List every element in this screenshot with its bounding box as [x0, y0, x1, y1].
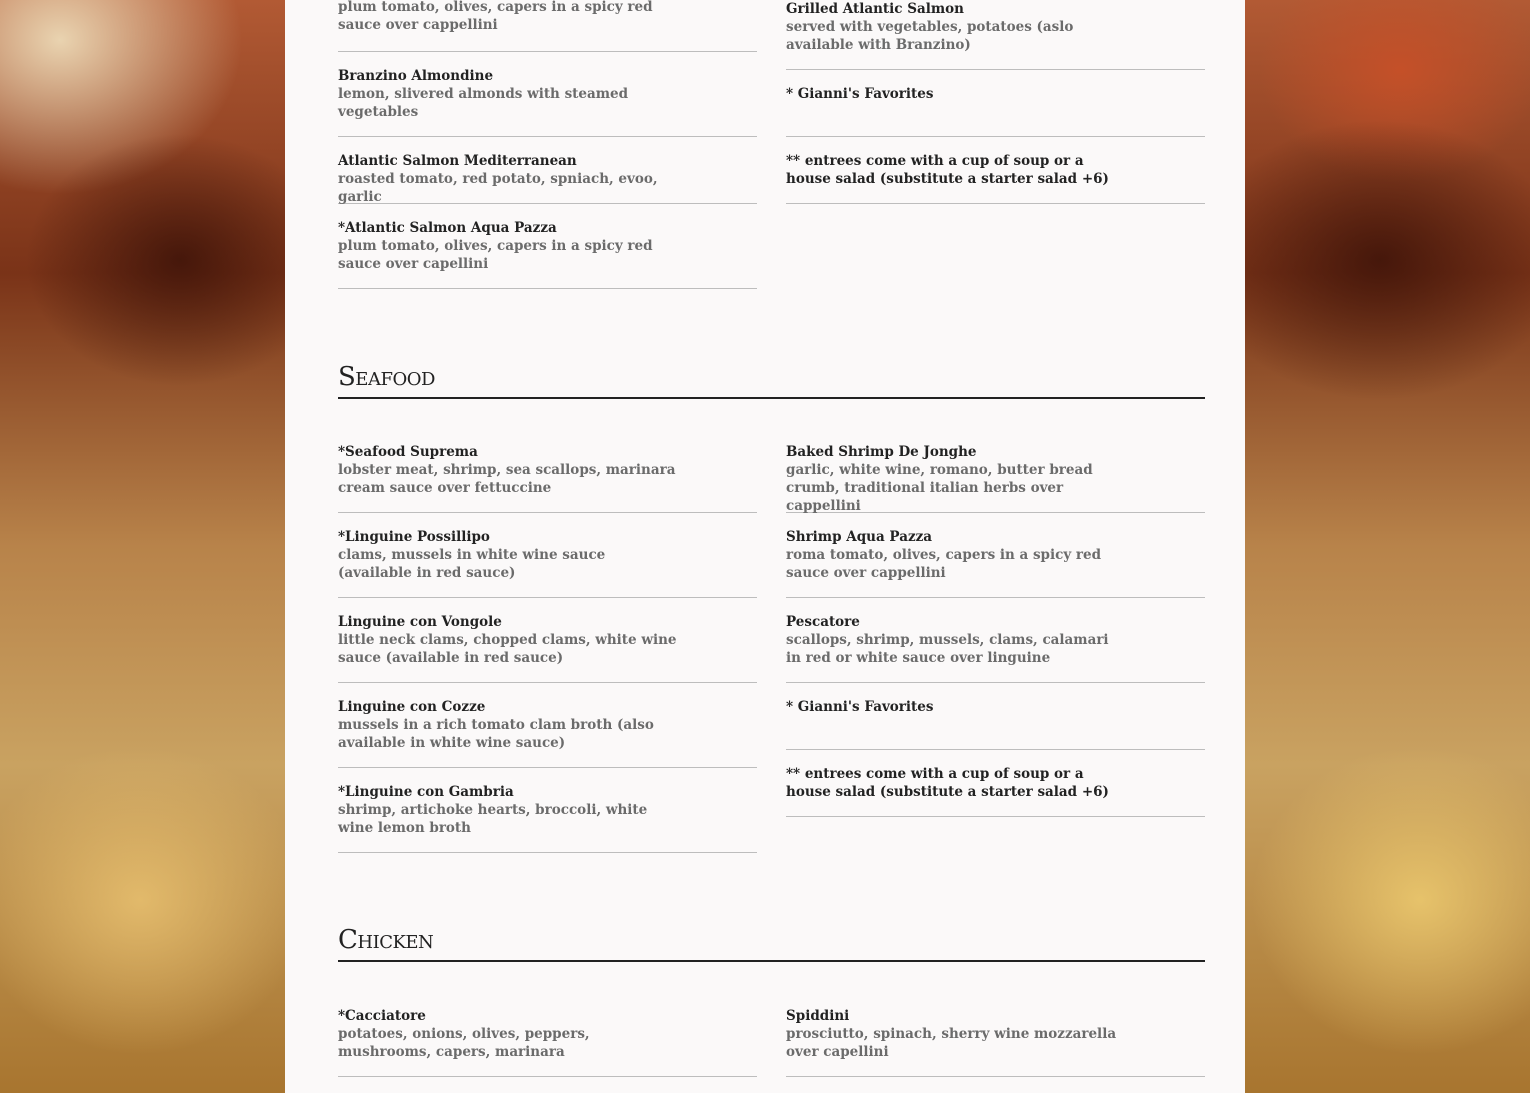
- menu-item-description: plum tomato, olives, capers in a spicy red sauce over capellini: [338, 238, 653, 272]
- menu-item-name: Linguine con Cozze: [338, 699, 486, 715]
- menu-item-name: Spiddini: [786, 1008, 850, 1024]
- menu-item: [786, 85, 1205, 137]
- menu-item-name: *Linguine con Gambria: [338, 784, 514, 800]
- menu-item-name: *Seafood Suprema: [338, 444, 478, 460]
- menu-item-name: Grilled Atlantic Salmon: [786, 1, 964, 17]
- section-title-chicken: Chicken: [338, 922, 1205, 962]
- menu-item: [786, 765, 1205, 817]
- menu-item: [338, 0, 757, 52]
- menu-item: [338, 1007, 757, 1077]
- menu-note-favorites: * Gianni's Favorites: [786, 699, 934, 715]
- menu-item-name: *Atlantic Salmon Aqua Pazza: [338, 220, 557, 236]
- menu-item-name: Linguine con Vongole: [338, 614, 502, 630]
- menu-item: [338, 219, 757, 289]
- menu-item: [338, 443, 757, 513]
- menu-note-favorites: * Gianni's Favorites: [786, 86, 934, 102]
- menu-item-description: roasted tomato, red potato, spniach, evoo, garlic: [338, 171, 658, 205]
- menu-item-description: lemon, slivered almonds with steamed vegetables: [338, 86, 629, 120]
- menu-note-entrees: ** entrees come with a cup of soup or a house salad (substitute a starter salad +6): [786, 766, 1109, 800]
- menu-item-description: lobster meat, shrimp, sea scallops, marinara cream sauce over fettuccine: [338, 462, 676, 496]
- menu-item-description: plum tomato, olives, capers in a spicy red sauce over cappellini: [338, 0, 653, 33]
- menu-item-description: shrimp, artichoke hearts, broccoli, white wine lemon broth: [338, 802, 648, 836]
- menu-item: [786, 1007, 1205, 1077]
- menu-item: [786, 698, 1205, 750]
- menu-item-description: little neck clams, chopped clams, white wine sauce (available in red sauce): [338, 632, 677, 666]
- menu-item-description: prosciutto, spinach, sherry wine mozzarella over capellini: [786, 1026, 1117, 1060]
- menu-item: [786, 613, 1205, 683]
- menu-item-description: served with vegetables, potatoes (aslo available with Branzino): [786, 19, 1074, 53]
- menu-item-description: garlic, white wine, romano, butter bread crumb, traditional italian herbs over cappellini: [786, 462, 1093, 514]
- menu-item-name: Atlantic Salmon Mediterranean: [338, 153, 577, 169]
- menu-item: [786, 152, 1205, 204]
- menu-item-name: Branzino Almondine: [338, 68, 494, 84]
- menu-item-description: roma tomato, olives, capers in a spicy red sauce over cappellini: [786, 547, 1102, 581]
- menu-item: [338, 528, 757, 598]
- menu-item: [338, 783, 757, 853]
- menu-item-description: clams, mussels in white wine sauce (available in red sauce): [338, 547, 606, 581]
- menu-item: [786, 528, 1205, 598]
- section-title-seafood: Seafood: [338, 359, 1205, 399]
- menu-item: [338, 152, 757, 204]
- menu-item: [786, 443, 1205, 513]
- menu-item-name: Pescatore: [786, 614, 860, 630]
- menu-item: [338, 67, 757, 137]
- menu-item-name: Baked Shrimp De Jonghe: [786, 444, 977, 460]
- menu-item-description: scallops, shrimp, mussels, clams, calamari in red or white sauce over linguine: [786, 632, 1109, 666]
- menu-item-name: Shrimp Aqua Pazza: [786, 529, 933, 545]
- menu-item: [338, 698, 757, 768]
- menu-item: [338, 613, 757, 683]
- menu-item-name: *Linguine Possillipo: [338, 529, 490, 545]
- menu-item-name: *Cacciatore: [338, 1008, 426, 1024]
- menu-item: [786, 0, 1205, 70]
- menu-item-description: potatoes, onions, olives, peppers, mushrooms, capers, marinara: [338, 1026, 590, 1060]
- menu-item-description: mussels in a rich tomato clam broth (also available in white wine sauce): [338, 717, 654, 751]
- menu-note-entrees: ** entrees come with a cup of soup or a house salad (substitute a starter salad +6): [786, 153, 1109, 187]
